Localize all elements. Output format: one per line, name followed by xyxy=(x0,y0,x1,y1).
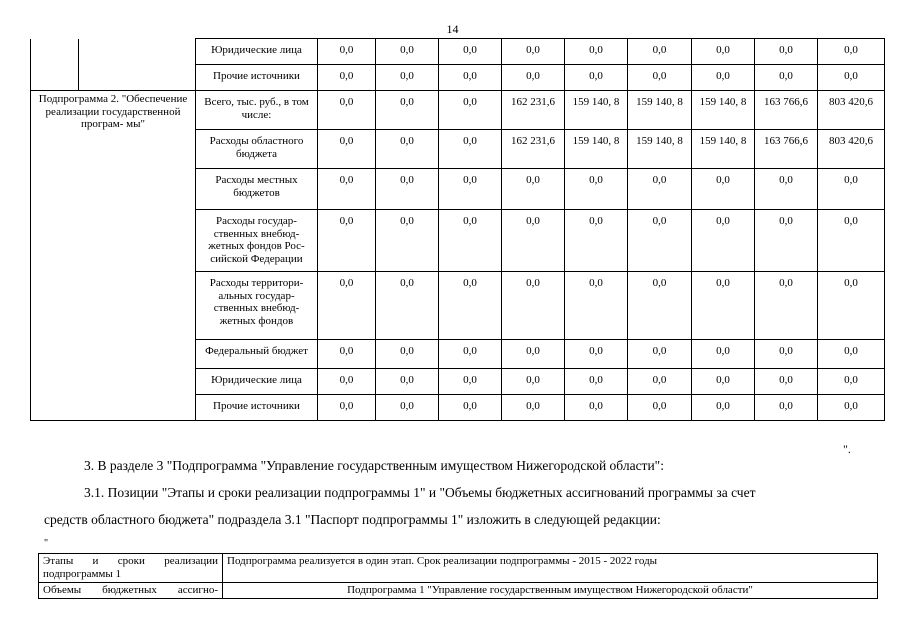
value-cell: 0,0 xyxy=(376,272,439,340)
value-cell: 0,0 xyxy=(376,210,439,272)
value-cell: 0,0 xyxy=(376,340,439,369)
paragraph-section-3: 3. В разделе 3 "Подпрограмма "Управление государственным имуществом Нижегородской области": xyxy=(84,458,664,473)
value-cell: 0,0 xyxy=(565,39,628,65)
category-cell: Юридические лица xyxy=(196,369,318,395)
table-row xyxy=(31,65,885,91)
value-cell: 0,0 xyxy=(376,91,439,130)
value-cell: 0,0 xyxy=(439,65,502,91)
value-cell: 0,0 xyxy=(628,395,692,421)
value-cell: 0,0 xyxy=(318,395,376,421)
value-cell: 0,0 xyxy=(818,395,885,421)
value-cell: 0,0 xyxy=(439,369,502,395)
passport-table xyxy=(38,553,878,599)
value-cell: 0,0 xyxy=(692,395,755,421)
paragraph-3-1-line-2: средств областного бюджета" подраздела 3.1 "Паспорт подпрограммы 1" изложить в следующей редакции: xyxy=(44,512,661,527)
budget-table-body xyxy=(31,39,885,421)
passport-label-budget: Объемы бюджетных ассигно- xyxy=(39,583,223,599)
value-cell: 0,0 xyxy=(818,272,885,340)
value-cell: 0,0 xyxy=(628,272,692,340)
value-cell: 0,0 xyxy=(565,210,628,272)
passport-label-stages-line2: подпрограммы 1 xyxy=(43,568,122,580)
category-cell: Юридические лица xyxy=(196,39,318,65)
category-cell: Прочие источники xyxy=(196,65,318,91)
value-cell: 0,0 xyxy=(502,39,565,65)
value-cell: 0,0 xyxy=(439,91,502,130)
value-cell: 0,0 xyxy=(692,210,755,272)
value-cell: 0,0 xyxy=(755,395,818,421)
value-cell: 0,0 xyxy=(628,340,692,369)
value-cell: 0,0 xyxy=(565,395,628,421)
value-cell: 0,0 xyxy=(318,369,376,395)
empty-cell xyxy=(79,65,196,91)
value-cell: 0,0 xyxy=(818,369,885,395)
value-cell: 0,0 xyxy=(318,130,376,169)
value-cell: 0,0 xyxy=(692,340,755,369)
empty-cell xyxy=(31,39,79,65)
value-cell: 0,0 xyxy=(628,210,692,272)
value-cell: 159 140, 8 xyxy=(628,91,692,130)
value-cell: 0,0 xyxy=(439,169,502,210)
value-cell: 0,0 xyxy=(755,340,818,369)
subprogram-2-name: Подпрограмма 2. "Обеспечение реализации государственной програм- мы" xyxy=(31,91,196,421)
value-cell: 0,0 xyxy=(318,39,376,65)
value-cell: 0,0 xyxy=(755,369,818,395)
passport-label-stages xyxy=(39,554,223,583)
value-cell: 0,0 xyxy=(376,39,439,65)
value-cell: 0,0 xyxy=(439,395,502,421)
value-cell: 159 140, 8 xyxy=(565,130,628,169)
value-cell: 0,0 xyxy=(318,65,376,91)
category-cell: Расходы областного бюджета xyxy=(196,130,318,169)
value-cell: 0,0 xyxy=(565,272,628,340)
value-cell: 0,0 xyxy=(376,65,439,91)
value-cell: 0,0 xyxy=(692,39,755,65)
value-cell: 0,0 xyxy=(818,39,885,65)
value-cell: 163 766,6 xyxy=(755,91,818,130)
empty-cell xyxy=(31,65,79,91)
category-cell: Всего, тыс. руб., в том числе: xyxy=(196,91,318,130)
value-cell: 163 766,6 xyxy=(755,130,818,169)
value-cell: 0,0 xyxy=(318,272,376,340)
value-cell: 159 140, 8 xyxy=(565,91,628,130)
value-cell: 162 231,6 xyxy=(502,130,565,169)
value-cell: 0,0 xyxy=(818,340,885,369)
value-cell: 0,0 xyxy=(755,65,818,91)
passport-value-stages: Подпрограмма реализуется в один этап. Срок реализации подпрограммы - 2015 - 2022 годы xyxy=(223,554,878,583)
value-cell: 0,0 xyxy=(376,130,439,169)
value-cell: 159 140, 8 xyxy=(692,130,755,169)
value-cell: 0,0 xyxy=(439,39,502,65)
passport-row-budget xyxy=(39,583,878,599)
value-cell: 0,0 xyxy=(755,39,818,65)
value-cell: 0,0 xyxy=(755,272,818,340)
paragraph-3-1-line-1: 3.1. Позиции "Этапы и сроки реализации подпрограммы 1" и "Объемы бюджетных ассигнований программы за счет xyxy=(84,485,756,500)
passport-label-stages-line1: Этапы и сроки реализации xyxy=(43,555,218,567)
value-cell: 0,0 xyxy=(439,210,502,272)
value-cell: 0,0 xyxy=(692,272,755,340)
value-cell: 0,0 xyxy=(565,340,628,369)
closing-quote: ". xyxy=(843,442,851,456)
value-cell: 162 231,6 xyxy=(502,91,565,130)
value-cell: 0,0 xyxy=(628,369,692,395)
value-cell: 0,0 xyxy=(565,369,628,395)
passport-value-budget: Подпрограмма 1 "Управление государственным имуществом Нижегородской области" xyxy=(223,583,878,599)
category-cell: Расходы местных бюджетов xyxy=(196,169,318,210)
table-row xyxy=(31,91,885,130)
value-cell: 0,0 xyxy=(439,130,502,169)
value-cell: 0,0 xyxy=(692,369,755,395)
value-cell: 0,0 xyxy=(376,369,439,395)
value-cell: 0,0 xyxy=(818,169,885,210)
value-cell: 0,0 xyxy=(502,65,565,91)
value-cell: 0,0 xyxy=(502,210,565,272)
value-cell: 0,0 xyxy=(502,340,565,369)
value-cell: 0,0 xyxy=(628,39,692,65)
category-cell: Расходы территори- альных государ- ственных внебюд- жетных фондов xyxy=(196,272,318,340)
value-cell: 0,0 xyxy=(628,169,692,210)
value-cell: 0,0 xyxy=(818,210,885,272)
category-cell: Федеральный бюджет xyxy=(196,340,318,369)
value-cell: 803 420,6 xyxy=(818,130,885,169)
opening-quote: " xyxy=(44,538,49,549)
value-cell: 0,0 xyxy=(628,65,692,91)
value-cell: 0,0 xyxy=(376,395,439,421)
value-cell: 0,0 xyxy=(439,340,502,369)
value-cell: 0,0 xyxy=(318,169,376,210)
value-cell: 0,0 xyxy=(502,395,565,421)
value-cell: 159 140, 8 xyxy=(692,91,755,130)
value-cell: 0,0 xyxy=(502,169,565,210)
value-cell: 0,0 xyxy=(318,91,376,130)
page-number: 14 xyxy=(446,22,459,36)
value-cell: 0,0 xyxy=(502,272,565,340)
category-cell: Расходы государ- ственных внебюд- жетных фондов Рос- сийской Федерации xyxy=(196,210,318,272)
value-cell: 0,0 xyxy=(755,210,818,272)
value-cell: 0,0 xyxy=(318,340,376,369)
value-cell: 0,0 xyxy=(439,272,502,340)
passport-row-stages xyxy=(39,554,878,583)
empty-cell xyxy=(79,39,196,65)
value-cell: 0,0 xyxy=(502,369,565,395)
value-cell: 0,0 xyxy=(692,65,755,91)
value-cell: 0,0 xyxy=(565,169,628,210)
value-cell: 0,0 xyxy=(376,169,439,210)
category-cell: Прочие источники xyxy=(196,395,318,421)
value-cell: 159 140, 8 xyxy=(628,130,692,169)
value-cell: 0,0 xyxy=(755,169,818,210)
table-row xyxy=(31,39,885,65)
budget-table xyxy=(30,38,885,421)
value-cell: 0,0 xyxy=(318,210,376,272)
value-cell: 803 420,6 xyxy=(818,91,885,130)
value-cell: 0,0 xyxy=(818,65,885,91)
value-cell: 0,0 xyxy=(565,65,628,91)
value-cell: 0,0 xyxy=(692,169,755,210)
